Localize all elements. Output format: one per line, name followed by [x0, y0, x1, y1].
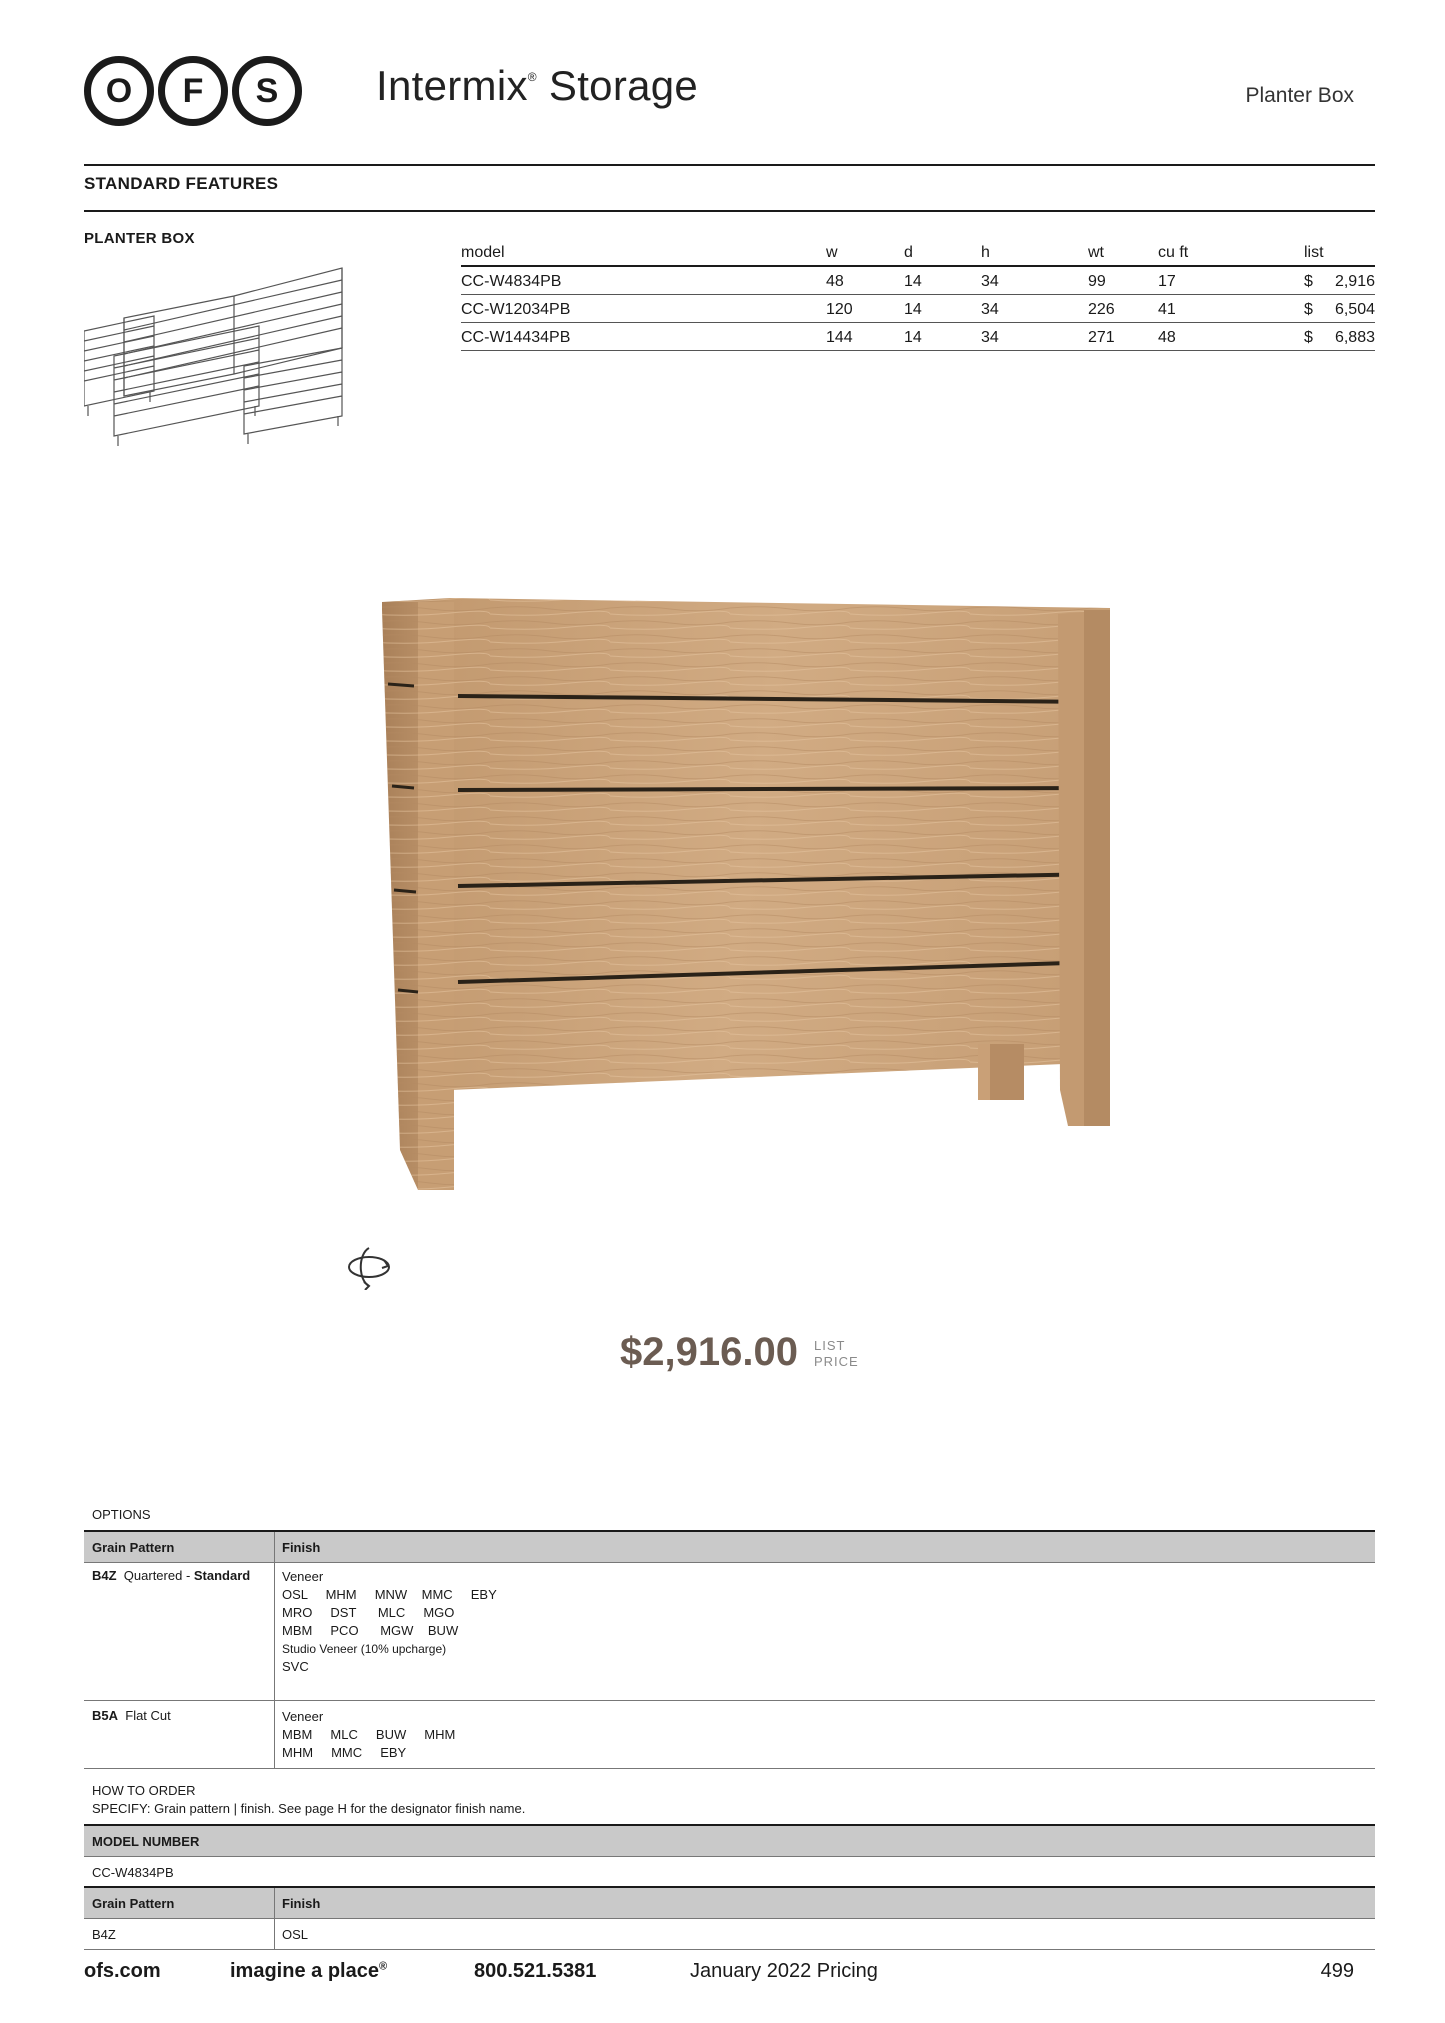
cell-d: 14: [904, 273, 922, 290]
tagline-text: imagine a place: [230, 1960, 379, 1982]
row-divider: [84, 1700, 1375, 1701]
tagline-mark: ®: [378, 1960, 388, 1973]
options-header: [84, 1530, 1375, 1563]
finish-codes: MRO DST MLC MGO: [282, 1605, 455, 1620]
finish-codes: MBM MLC BUW MHM: [282, 1727, 456, 1742]
col-cuft: cu ft: [1158, 244, 1189, 261]
model-number-row: [84, 1857, 1375, 1887]
standard-features-label: STANDARD FEATURES: [84, 174, 279, 193]
options-col-grain: Grain Pattern: [92, 1540, 175, 1555]
footer-site-link[interactable]: ofs.com: [84, 1960, 161, 1982]
column-divider: [274, 1532, 275, 1562]
cell-d: 14: [904, 301, 922, 318]
cell-currency: $: [1304, 273, 1313, 290]
cell-cuft: 41: [1158, 301, 1176, 318]
title-brand: Intermix: [376, 62, 528, 109]
options-title: OPTIONS: [92, 1507, 151, 1522]
cell-d: 14: [904, 329, 922, 346]
cell-wt: 271: [1088, 329, 1115, 346]
page-subtitle: Planter Box: [1245, 84, 1354, 107]
table-row: [461, 267, 1375, 295]
footer-tagline: [230, 1960, 387, 1983]
column-divider: [274, 1916, 275, 1949]
logo-letter-f: F: [158, 56, 228, 126]
page-number: 499: [1320, 1960, 1354, 1982]
cell-currency: $: [1304, 329, 1313, 346]
title-trademark: ®: [527, 70, 537, 84]
finish-list-b5a: [282, 1708, 455, 1762]
grain-option-b5a: [92, 1708, 171, 1723]
options-col-finish: Finish: [282, 1540, 321, 1555]
ofs-logo: [84, 56, 294, 122]
cell-model: CC-W12034PB: [461, 301, 571, 318]
cell-wt: 226: [1088, 301, 1115, 318]
planter-box-thumbnail: [84, 256, 346, 446]
page-title: [376, 62, 698, 110]
rotate-360-icon[interactable]: [346, 1244, 392, 1290]
finish-codes: OSL MHM MNW MMC EBY: [282, 1587, 497, 1602]
cell-model: CC-W4834PB: [461, 273, 562, 290]
finish-type: Veneer: [282, 1709, 324, 1724]
col-w: w: [826, 244, 838, 261]
finish-codes: MHM MMC EBY: [282, 1745, 407, 1760]
how-to-order-title: HOW TO ORDER: [92, 1783, 196, 1798]
cell-h: 34: [981, 301, 999, 318]
cell-h: 34: [981, 273, 999, 290]
cell-wt: 99: [1088, 273, 1106, 290]
logo-letter-s: S: [232, 56, 302, 126]
studio-veneer-note: Studio Veneer (10% upcharge): [282, 1642, 447, 1656]
col-list: list: [1304, 244, 1324, 261]
table-row: [461, 323, 1375, 351]
cell-w: 120: [826, 301, 853, 318]
cell-list: 2,916: [1334, 273, 1375, 290]
footer-pricing: January 2022 Pricing: [690, 1960, 878, 1982]
finish-codes: SVC: [282, 1659, 309, 1674]
cell-cuft: 17: [1158, 273, 1176, 290]
list-price-label: [814, 1338, 859, 1370]
example-col-grain: Grain Pattern: [92, 1896, 175, 1911]
column-divider: [274, 1888, 275, 1918]
grain-code: B4Z: [92, 1568, 117, 1583]
finish-type: Veneer: [282, 1569, 324, 1584]
grain-standard-tag: Standard: [193, 1568, 251, 1583]
footer-phone[interactable]: 800.521.5381: [474, 1960, 597, 1982]
price-label-line-2: PRICE: [814, 1354, 859, 1369]
column-divider: [274, 1562, 275, 1768]
cell-h: 34: [981, 329, 999, 346]
cell-w: 144: [826, 329, 853, 346]
col-d: d: [904, 244, 913, 261]
col-wt: wt: [1088, 244, 1104, 261]
example-finish: OSL: [282, 1927, 309, 1942]
spec-table-header: [461, 242, 1375, 267]
grain-name: Quartered -: [123, 1568, 194, 1583]
planter-box-image: [370, 590, 1170, 1200]
model-number-value: CC-W4834PB: [92, 1865, 174, 1880]
logo-letter-o: O: [84, 56, 154, 126]
example-row: [84, 1919, 1375, 1950]
spec-table: [461, 242, 1375, 351]
planter-box-label: PLANTER BOX: [84, 230, 195, 247]
row-divider: [84, 1768, 1375, 1769]
grain-name: Flat Cut: [125, 1708, 171, 1723]
list-price: $2,916.00: [620, 1330, 798, 1374]
price-label-line-1: LIST: [814, 1338, 846, 1353]
how-to-order: [92, 1782, 525, 1818]
cell-w: 48: [826, 273, 844, 290]
example-col-finish: Finish: [282, 1896, 321, 1911]
grain-code: B5A: [92, 1708, 119, 1723]
cell-list: 6,504: [1334, 301, 1375, 318]
cell-currency: $: [1304, 301, 1313, 318]
section-rule: [84, 210, 1375, 212]
grain-option-b4z: [92, 1568, 250, 1583]
example-header: [84, 1886, 1375, 1919]
example-grain: B4Z: [92, 1927, 116, 1942]
header-rule: [84, 164, 1375, 166]
model-number-header: [84, 1824, 1375, 1857]
cell-model: CC-W14434PB: [461, 329, 571, 346]
how-to-order-text: SPECIFY: Grain pattern | finish. See page H for the designator finish name.: [92, 1801, 526, 1816]
finish-list-b4z: [282, 1568, 497, 1676]
col-model: model: [461, 244, 505, 261]
col-h: h: [981, 244, 990, 261]
cell-cuft: 48: [1158, 329, 1176, 346]
table-row: [461, 295, 1375, 323]
title-suffix: Storage: [536, 62, 699, 109]
options-body: [84, 1562, 1375, 1820]
model-number-label: MODEL NUMBER: [92, 1834, 200, 1849]
finish-codes: MBM PCO MGW BUW: [282, 1623, 459, 1638]
cell-list: 6,883: [1334, 329, 1375, 346]
